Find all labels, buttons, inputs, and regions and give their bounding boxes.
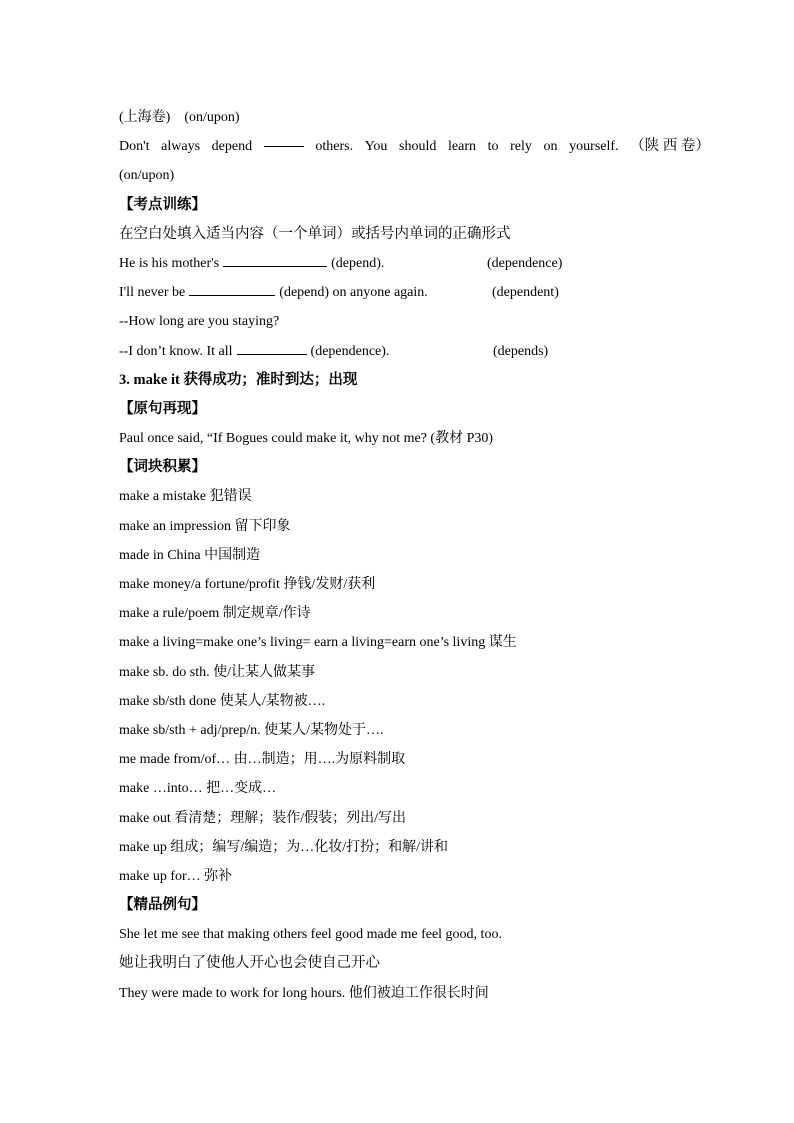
answer-blank[interactable] <box>189 281 275 296</box>
word: rely <box>510 139 532 155</box>
example-sentence: They were made to work for long hours. 他们被迫工作很长时间 <box>119 985 489 1001</box>
phrase-item: make sb/sth + adj/prep/n. 使某人/某物处于…. <box>119 722 384 738</box>
example-sentence-cn: 她让我明白了使他人开心也会使自己开心 <box>119 955 380 972</box>
phrase-item: make an impression 留下印象 <box>119 518 291 534</box>
line-source-shanghai: (上海卷) (on/upon) <box>119 110 240 125</box>
example-sentence-en: She let me see that making others feel good made me feel good, too. <box>119 927 502 943</box>
line-instruction: 在空白处填入适当内容（一个单词）或括号内单词的正确形式 <box>119 225 511 242</box>
section-heading-original-sentence: 【原句再现】 <box>119 400 206 417</box>
line-exercise-1 <box>119 249 719 278</box>
exercise-text: (dependence). <box>310 343 390 359</box>
phrase-item: make out 看清楚；理解；装作/假装；列出/写出 <box>119 810 406 826</box>
phrase-item: make up 组成；编写/编造；为…化妆/打扮；和解/讲和 <box>119 839 448 855</box>
phrase-item: make a mistake 犯错误 <box>119 489 252 505</box>
exercise-text: --I don’t know. It all <box>119 343 233 359</box>
phrase-item: make …into… 把…变成… <box>119 781 277 797</box>
phrase-item: make a living=make one’s living= earn a living=earn one’s living 谋生 <box>119 635 517 651</box>
section-heading-make-it: 3. make it 获得成功；准时到达；出现 <box>119 371 358 388</box>
exercise-answer: (dependent) <box>492 285 559 301</box>
word: learn <box>448 139 476 155</box>
word: to <box>487 139 499 155</box>
answer-blank[interactable] <box>237 340 307 355</box>
line-answer-on-upon: (on/upon) <box>119 168 175 184</box>
exercise-text: He is his mother's <box>119 255 220 271</box>
phrase-item: make up for… 弥补 <box>119 868 233 884</box>
section-heading-examples: 【精品例句】 <box>119 897 206 914</box>
line-exercise-3 <box>119 337 719 366</box>
word: always <box>161 139 201 155</box>
answer-blank[interactable] <box>264 132 304 147</box>
phrase-item: make sb. do sth. 使/让某人做某事 <box>119 664 315 680</box>
section-heading-phrases: 【词块积累】 <box>119 459 206 476</box>
word: You <box>364 139 388 155</box>
phrase-item: me made from/of… 由…制造；用….为原料制取 <box>119 752 406 768</box>
section-heading-practice: 【考点训练】 <box>119 196 206 213</box>
word: others. <box>315 139 354 155</box>
word: Don't <box>119 139 150 155</box>
phrase-item: make a rule/poem 制定规章/作诗 <box>119 606 311 622</box>
word: on <box>543 139 558 155</box>
phrase-item: make sb/sth done 使某人/某物被…. <box>119 693 326 709</box>
exercise-answer: (dependence) <box>487 255 563 271</box>
exercise-answer: (depends) <box>493 343 549 359</box>
answer-blank[interactable] <box>223 252 327 267</box>
exercise-text: I'll never be <box>119 285 186 301</box>
word: should <box>399 139 437 155</box>
exercise-text: (depend). <box>331 255 385 271</box>
document-content <box>119 103 719 1008</box>
line-dialogue-question: --How long are you staying? <box>119 314 280 330</box>
word: yourself. <box>569 139 619 155</box>
line-exercise-depend-on <box>119 132 710 161</box>
phrase-item: made in China 中国制造 <box>119 547 261 563</box>
source-label: （陕 西 卷） <box>630 138 710 155</box>
exercise-text: (depend) on anyone again. <box>279 285 428 301</box>
line-exercise-2 <box>119 278 719 307</box>
word: depend <box>211 139 253 155</box>
line-original-sentence: Paul once said, “If Bogues could make it, why not me? (教材 P30) <box>119 431 494 447</box>
phrase-item: make money/a fortune/profit 挣钱/发财/获利 <box>119 577 376 592</box>
